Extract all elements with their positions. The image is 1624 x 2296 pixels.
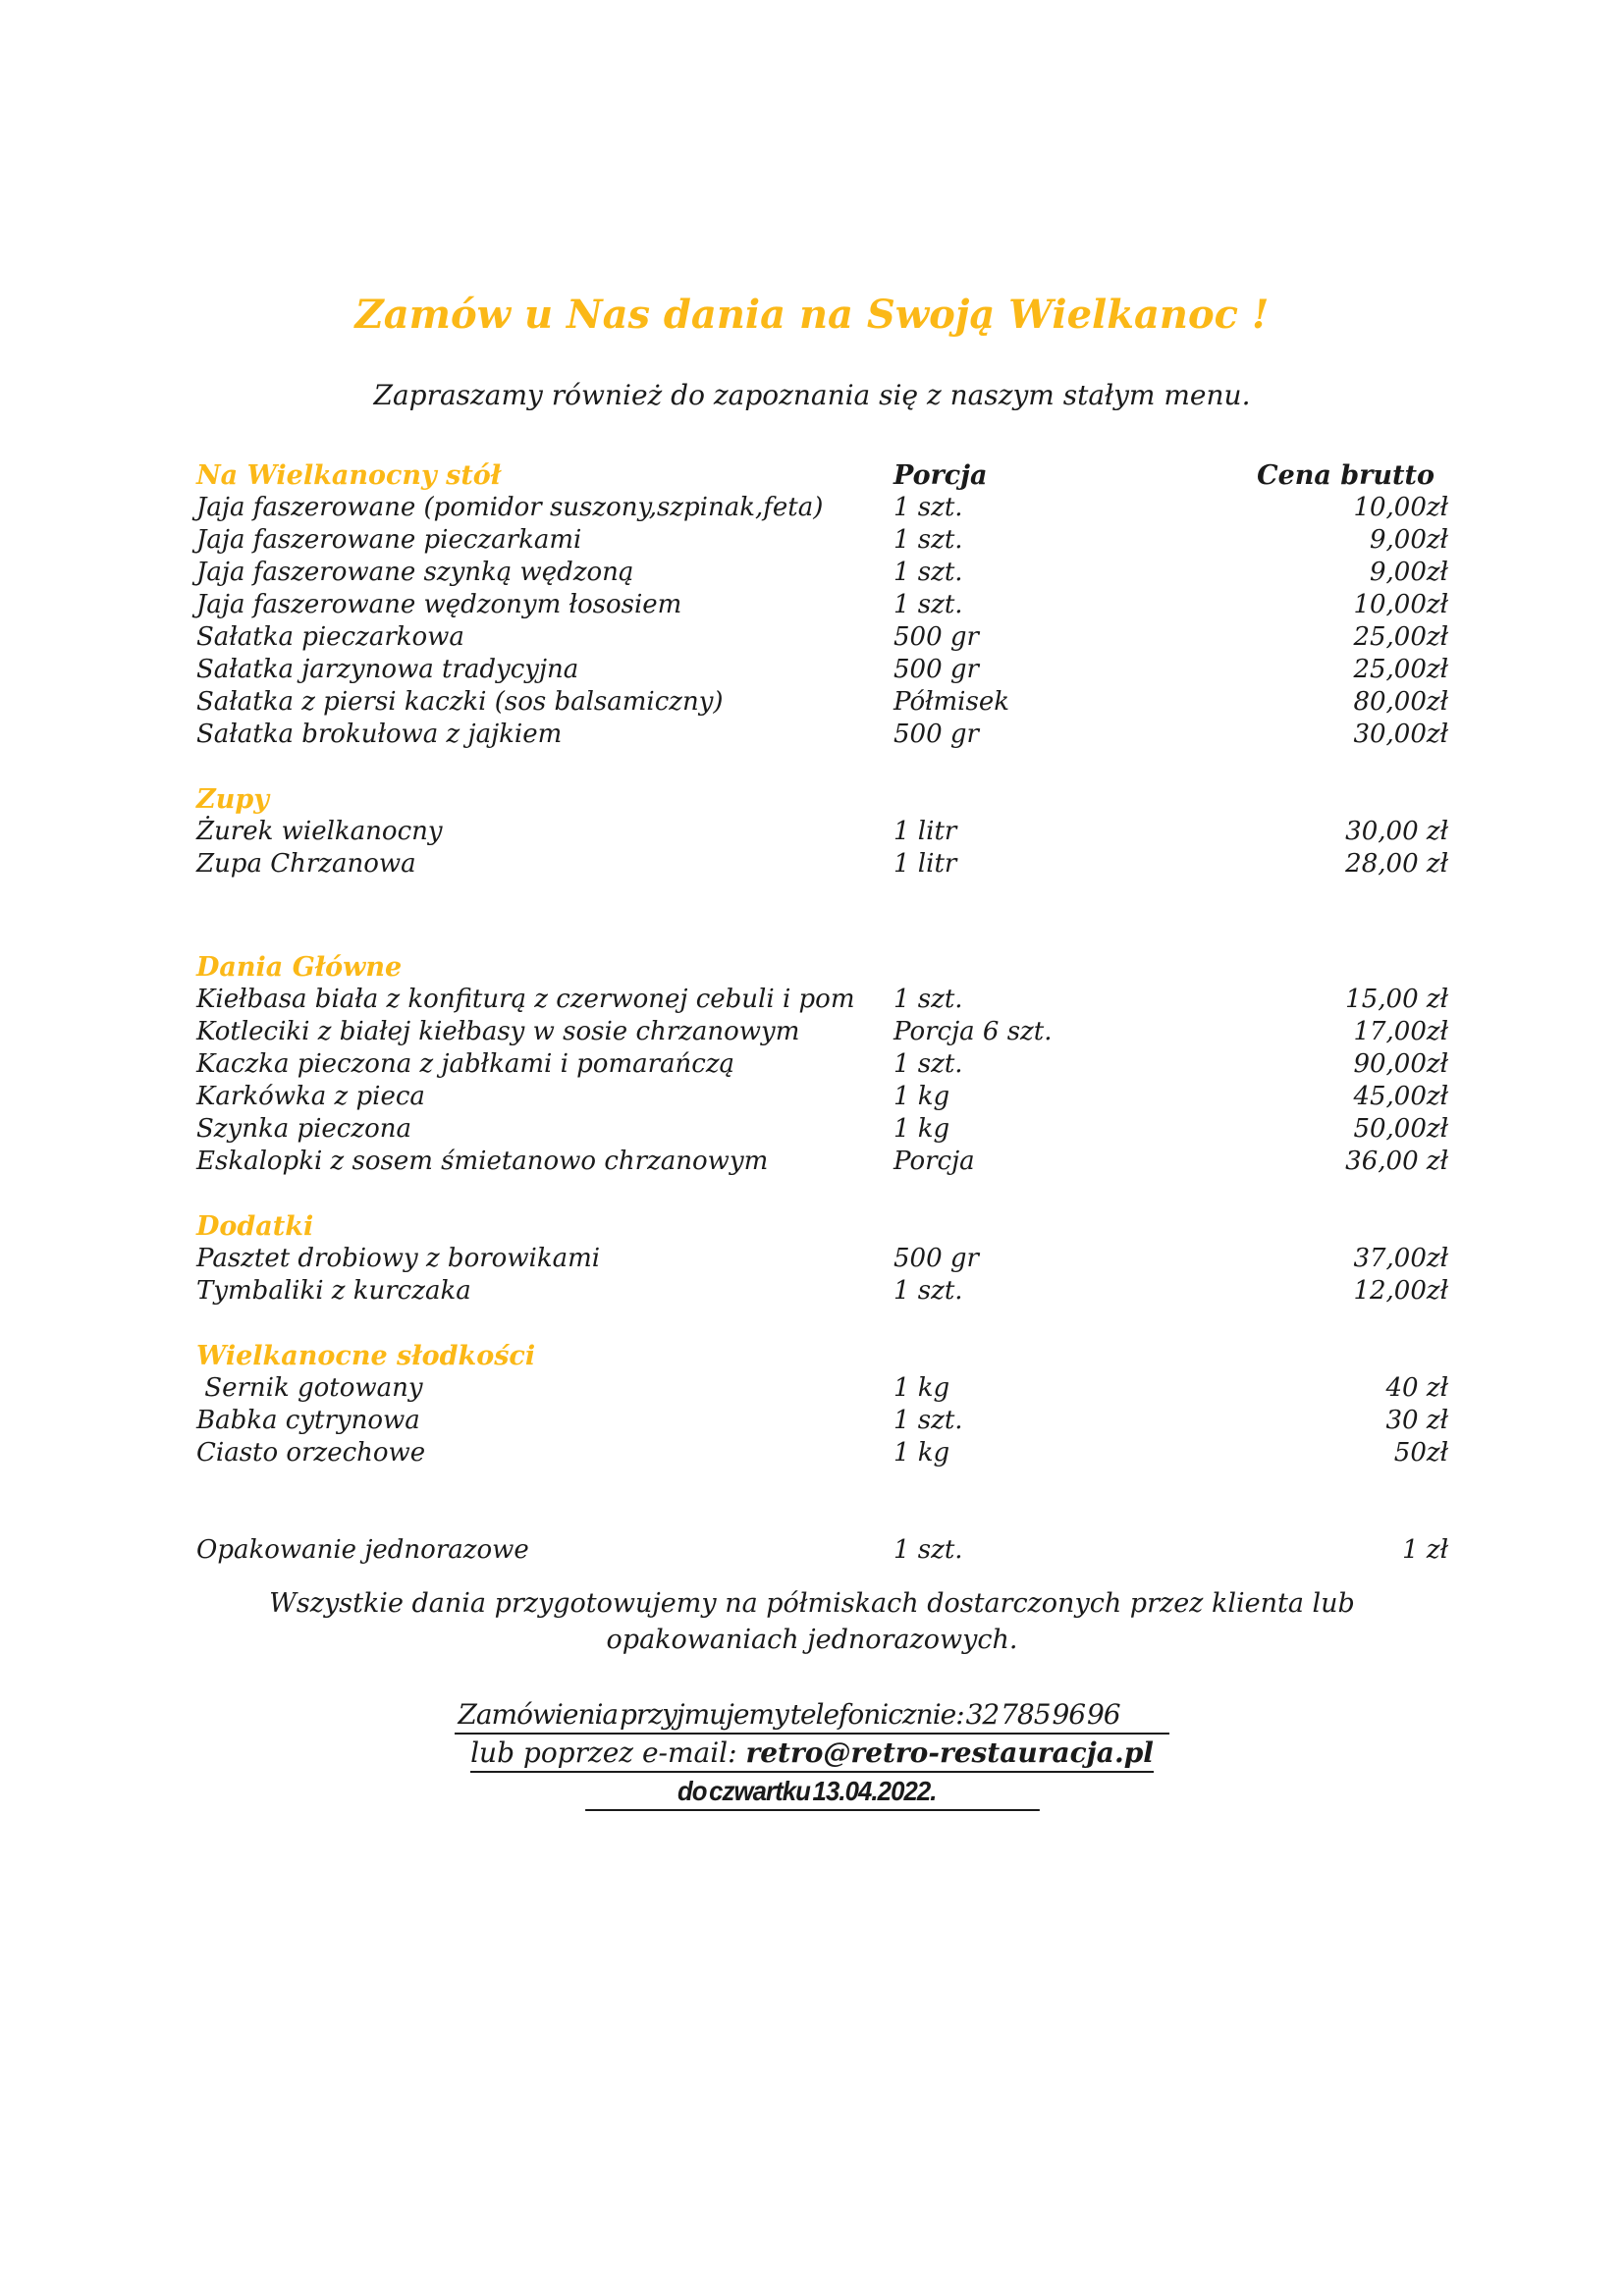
item-price: 25,00zł	[1353, 622, 1448, 652]
item-price: 17,00zł	[1353, 1017, 1448, 1046]
item-name: Babka cytrynowa	[196, 1406, 420, 1435]
item-price: 9,00zł	[1369, 525, 1448, 555]
item-portion: 1 kg	[893, 1438, 950, 1468]
item-portion: 1 kg	[893, 1114, 950, 1144]
item-price: 90,00zł	[1353, 1049, 1448, 1079]
deadline-line	[0, 1773, 1624, 1811]
item-portion: 1 szt.	[893, 493, 963, 522]
item-portion: 1 litr	[893, 849, 957, 879]
item-price: 15,00 zł	[1345, 985, 1448, 1014]
menu-item-row	[196, 492, 1448, 524]
item-name: Kotleciki z białej kiełbasy w sosie chrzanowym	[196, 1017, 800, 1046]
menu-table	[196, 459, 1448, 1567]
item-name: Kaczka pieczona z jabłkami i pomarańczą	[196, 1049, 735, 1079]
section-title: Wielkanocne słodkości	[196, 1341, 536, 1371]
item-price: 9,00zł	[1369, 558, 1448, 587]
item-name: Kiełbasa biała z konfiturą z czerwonej cebuli i pom	[196, 985, 855, 1014]
item-price: 50,00zł	[1353, 1114, 1448, 1144]
item-name: Sałatka jarzynowa tradycyjna	[196, 655, 579, 684]
item-portion: 500 gr	[893, 655, 979, 684]
item-name: Jaja faszerowane wędzonym łososiem	[196, 590, 682, 619]
email-prefix: lub poprzez e-mail:	[470, 1736, 746, 1769]
first-section-title: Na Wielkanocny stół	[196, 460, 502, 491]
menu-item-row	[196, 589, 1448, 621]
menu-item-row	[196, 1243, 1448, 1275]
item-price: 10,00zł	[1353, 590, 1448, 619]
item-portion: Półmisek	[893, 687, 1009, 717]
item-price: 25,00zł	[1353, 655, 1448, 684]
item-portion: Porcja 6 szt.	[893, 1017, 1053, 1046]
menu-item-row	[196, 816, 1448, 848]
item-portion: 1 szt.	[893, 558, 963, 587]
menu-sections	[196, 492, 1448, 1469]
item-price: 80,00zł	[1353, 687, 1448, 717]
menu-item-row	[196, 1146, 1448, 1178]
item-portion: 1 szt.	[893, 985, 963, 1014]
phone-line	[0, 1696, 1624, 1735]
email-line	[0, 1735, 1624, 1773]
menu-item-row	[196, 686, 1448, 719]
item-portion: 500 gr	[893, 1244, 979, 1273]
item-price: 10,00zł	[1353, 493, 1448, 522]
item-price: 50zł	[1393, 1438, 1448, 1468]
page-title: Zamów u Nas dania na Swoją Wielkanoc !	[354, 292, 1270, 338]
item-name: Sałatka brokułowa z jajkiem	[196, 720, 563, 749]
item-name: Ciasto orzechowe	[196, 1438, 426, 1468]
menu-item-row	[196, 524, 1448, 557]
item-price: 36,00 zł	[1345, 1147, 1448, 1176]
item-portion: 1 kg	[893, 1373, 950, 1403]
item-portion: 1 szt.	[893, 590, 963, 619]
extra-item-row	[196, 1534, 1448, 1567]
menu-item-row	[196, 1048, 1448, 1081]
column-header-price: Cena brutto	[1257, 460, 1435, 491]
page-subtitle: Zapraszamy również do zapoznania się z naszym stałym menu.	[373, 379, 1251, 411]
item-name: Opakowanie jednorazowe	[196, 1535, 529, 1565]
item-portion: 1 szt.	[893, 525, 963, 555]
item-portion: 500 gr	[893, 622, 979, 652]
item-name: Sałatka pieczarkowa	[196, 622, 464, 652]
item-name: Pasztet drobiowy z borowikami	[196, 1244, 601, 1273]
section-title: Dania Główne	[196, 952, 403, 983]
item-name: Jaja faszerowane szynką wędzoną	[196, 558, 634, 587]
menu-item-row	[196, 1372, 1448, 1405]
deadline-text: do czwartku 13.04.2022.	[585, 1773, 1039, 1811]
item-name: Sernik gotowany	[196, 1373, 423, 1403]
menu-item-row	[196, 1016, 1448, 1048]
item-portion: 1 szt.	[893, 1276, 963, 1306]
item-portion: 1 szt.	[893, 1535, 963, 1565]
item-price: 1 zł	[1402, 1535, 1448, 1565]
item-price: 28,00 zł	[1345, 849, 1448, 879]
item-name: Jaja faszerowane (pomidor suszony,szpinak,feta)	[196, 493, 824, 522]
menu-section	[196, 951, 1448, 1178]
menu-section	[196, 783, 1448, 881]
item-portion: Porcja	[893, 1147, 975, 1176]
item-name: Tymbaliki z kurczaka	[196, 1276, 471, 1306]
menu-section	[196, 492, 1448, 751]
item-name: Sałatka z piersi kaczki (sos balsamiczny)	[196, 687, 724, 717]
menu-item-row	[196, 654, 1448, 686]
item-price: 37,00zł	[1353, 1244, 1448, 1273]
footer-note: Wszystkie dania przygotowujemy na półmiskach dostarczonych przez klienta lub opakowaniach jednorazowych.	[269, 1588, 1355, 1655]
section-title: Dodatki	[196, 1211, 314, 1242]
item-name: Zupa Chrzanowa	[196, 849, 416, 879]
item-name: Szynka pieczona	[196, 1114, 411, 1144]
item-portion: 1 litr	[893, 817, 957, 846]
item-name: Żurek wielkanocny	[196, 817, 443, 846]
item-name: Jaja faszerowane pieczarkami	[196, 525, 582, 555]
menu-item-row	[196, 984, 1448, 1016]
menu-item-row	[196, 1405, 1448, 1437]
item-portion: 1 szt.	[893, 1406, 963, 1435]
menu-item-row	[196, 1437, 1448, 1469]
menu-item-row	[196, 557, 1448, 589]
item-portion: 1 kg	[893, 1082, 950, 1111]
menu-item-row	[196, 1081, 1448, 1113]
item-portion: 1 szt.	[893, 1049, 963, 1079]
menu-item-row	[196, 621, 1448, 654]
item-price: 30,00zł	[1353, 720, 1448, 749]
item-price: 40 zł	[1385, 1373, 1448, 1403]
item-price: 30 zł	[1385, 1406, 1448, 1435]
menu-section	[196, 1340, 1448, 1469]
menu-section	[196, 1210, 1448, 1308]
item-portion: 500 gr	[893, 720, 979, 749]
email-address: retro@retro-restauracja.pl	[745, 1736, 1154, 1769]
column-header-portion: Porcja	[893, 460, 988, 491]
menu-item-row	[196, 1113, 1448, 1146]
item-price: 30,00 zł	[1345, 817, 1448, 846]
menu-item-row	[196, 719, 1448, 751]
item-name: Karkówka z pieca	[196, 1082, 425, 1111]
phone-text: Zamówienia przyjmujemy telefonicznie: 32 785 96 96	[455, 1696, 1168, 1735]
item-price: 45,00zł	[1353, 1082, 1448, 1111]
contact-block	[0, 1696, 1624, 1811]
item-price: 12,00zł	[1353, 1276, 1448, 1306]
item-name: Eskalopki z sosem śmietanowo chrzanowym	[196, 1147, 769, 1176]
table-header-row	[196, 459, 1448, 492]
menu-item-row	[196, 1275, 1448, 1308]
section-title: Zupy	[196, 784, 269, 815]
menu-item-row	[196, 848, 1448, 881]
